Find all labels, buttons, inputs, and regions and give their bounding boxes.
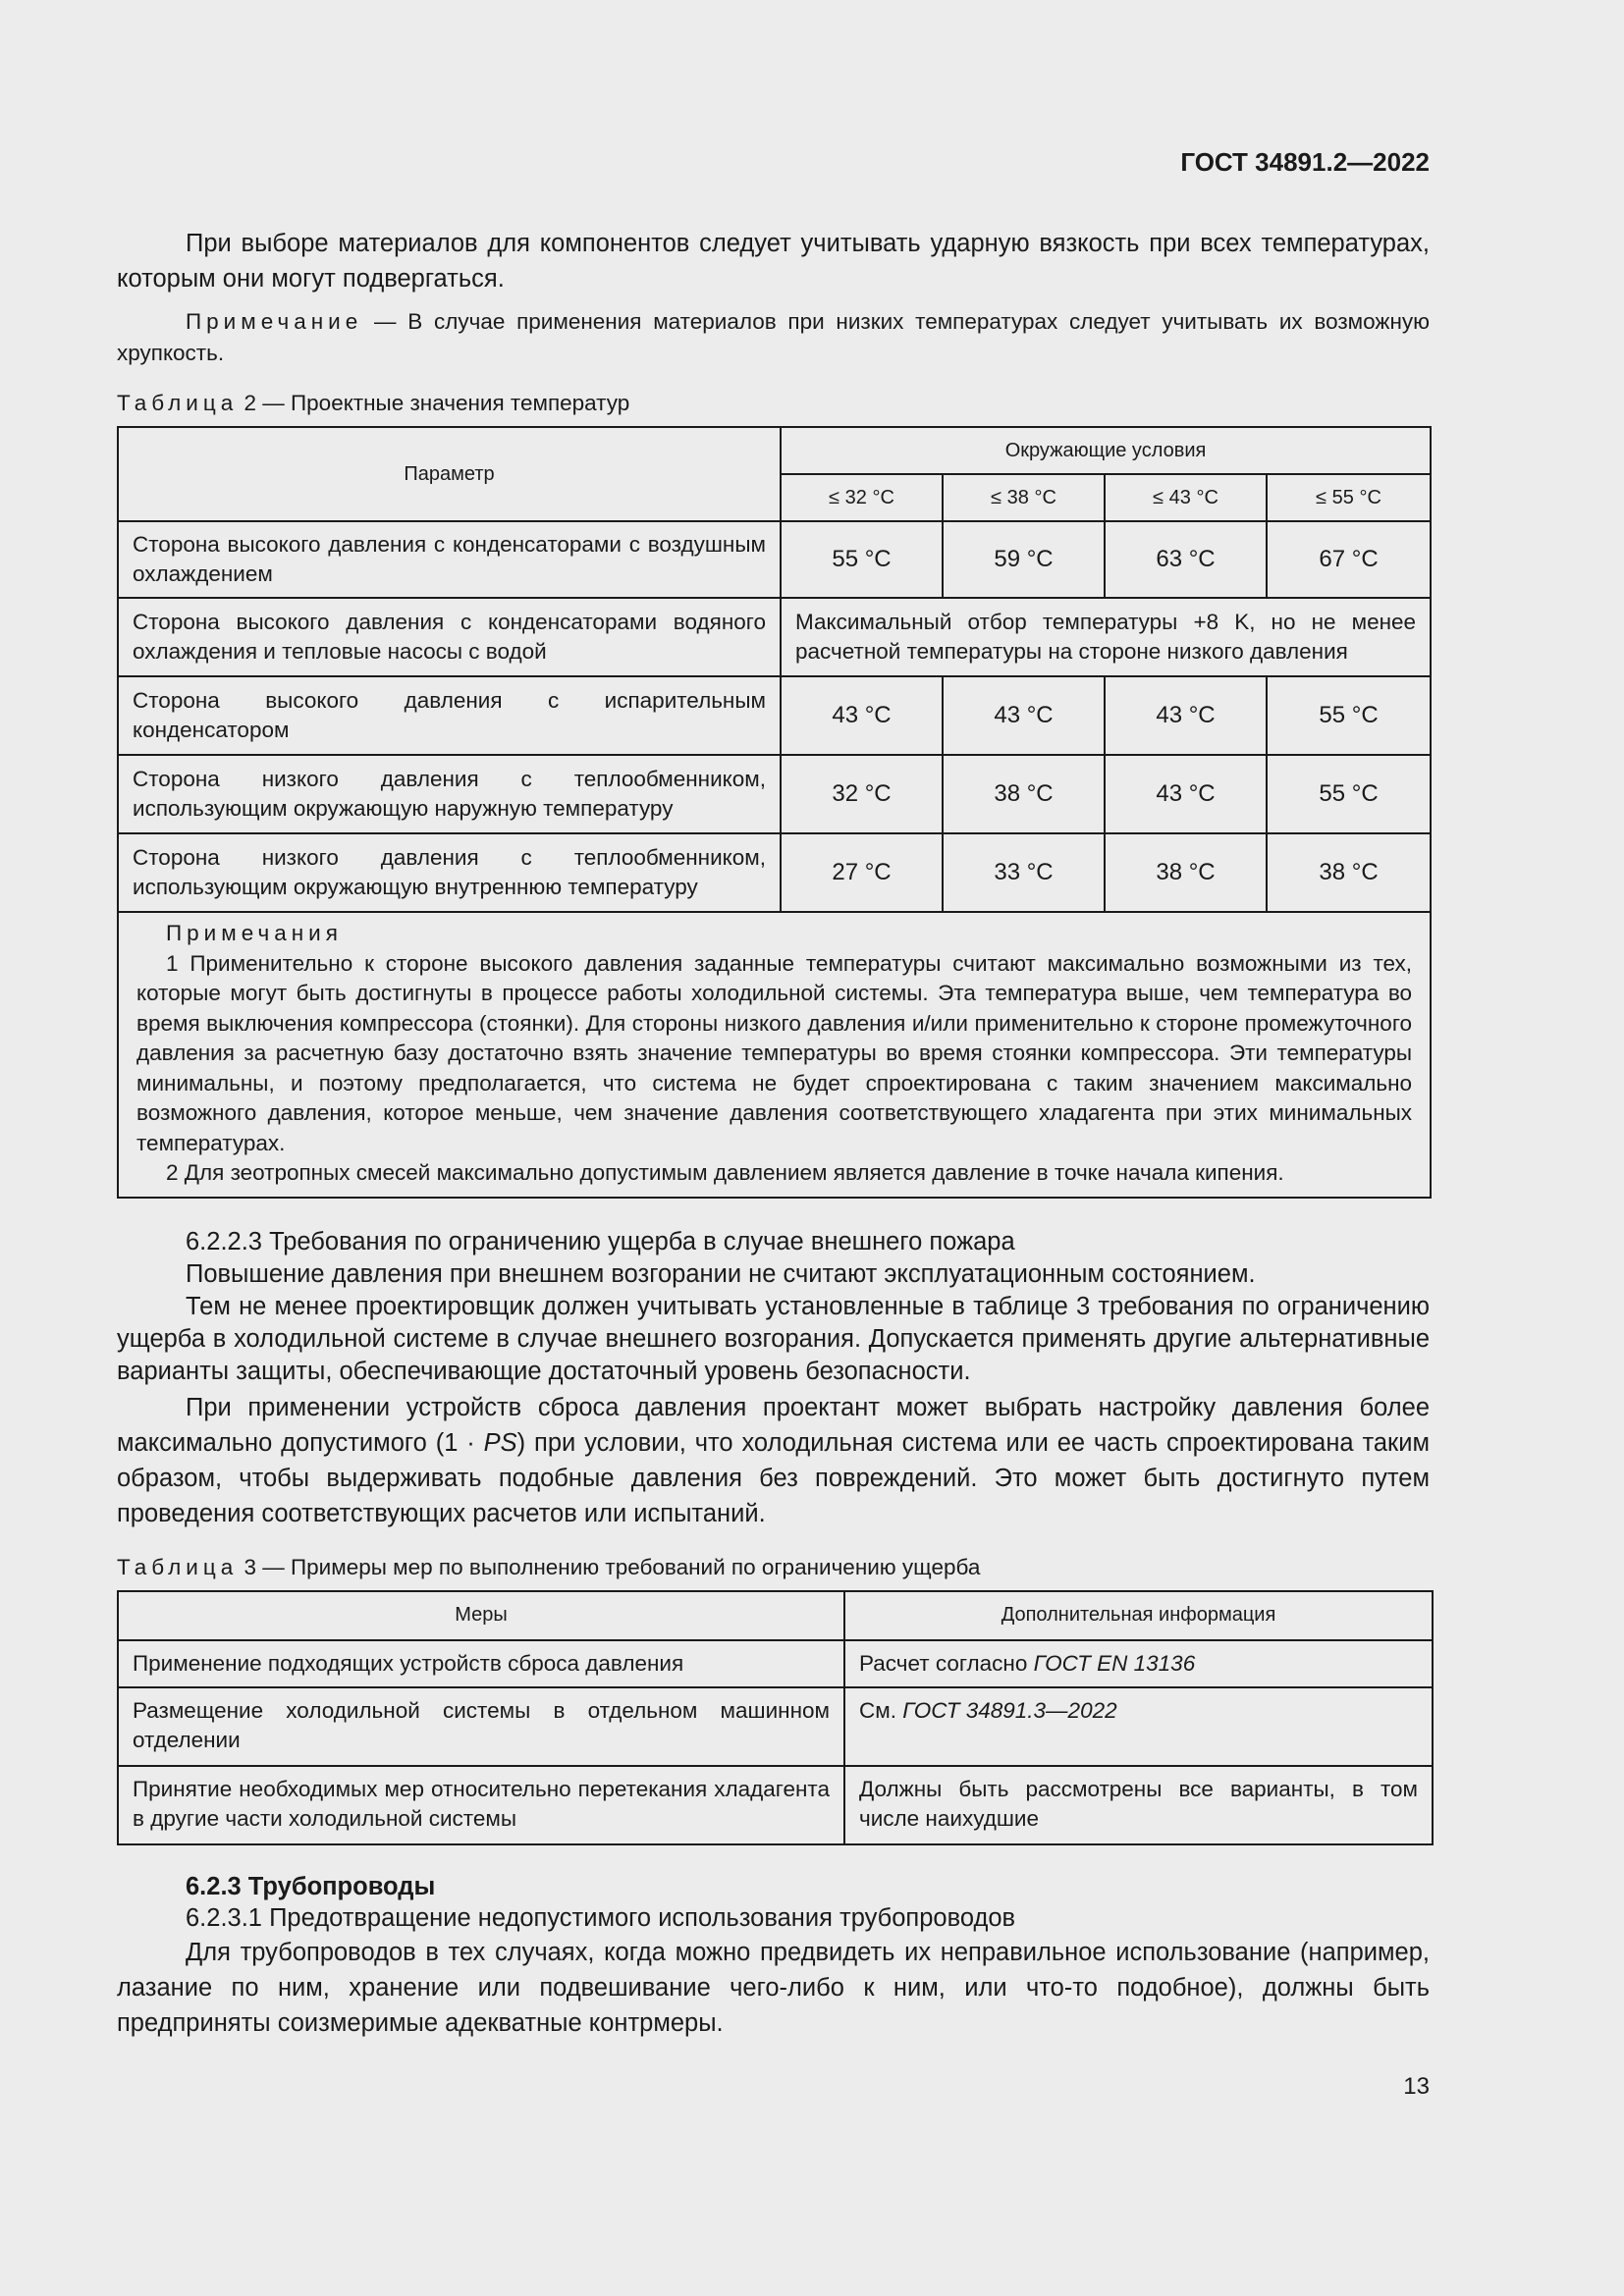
table3-caption xyxy=(117,1553,1430,1582)
table2-value-cell: 63 °C xyxy=(1105,521,1267,598)
table3-measure-cell: Применение подходящих устройств сброса давления xyxy=(118,1640,844,1687)
section-6223-title: 6.2.2.3 Требования по ограничению ущерба в случае внешнего пожара xyxy=(186,1227,1015,1255)
section-623-heading: 6.2.3 Трубопроводы xyxy=(186,1872,436,1900)
table2-value-cell: 32 °C xyxy=(781,755,943,833)
table-row xyxy=(118,676,1431,755)
table2-env-header: Окружающие условия xyxy=(781,427,1431,474)
section-6231-title: 6.2.3.1 Предотвращение недопустимого использования трубопроводов xyxy=(186,1903,1016,1932)
table2-temp-header: ≤ 38 °C xyxy=(943,474,1105,521)
table3-measure-cell: Принятие необходимых мер относительно перетекания хладагента в другие части холодильной системы xyxy=(118,1766,844,1844)
table2-value-cell: 55 °C xyxy=(1267,676,1431,755)
table2-temp-header: ≤ 43 °C xyxy=(1105,474,1267,521)
table2-temp-header: ≤ 55 °C xyxy=(1267,474,1431,521)
table3-header-measures: Меры xyxy=(118,1591,844,1640)
table2-value-cell: 38 °C xyxy=(943,755,1105,833)
table2-caption xyxy=(117,389,1430,418)
table-row xyxy=(118,755,1431,833)
intro-paragraph: При выборе материалов для компонентов следует учитывать ударную вязкость при всех температурах, которым они могут подвергаться. xyxy=(117,230,1430,293)
table3-caption-label: Таблица xyxy=(117,1554,239,1579)
table2-param-cell: Сторона высокого давления с конденсаторами водяного охлаждения и тепловые насосы с водой xyxy=(118,598,781,676)
table2-value-cell: 43 °C xyxy=(781,676,943,755)
intro-note xyxy=(117,306,1430,369)
table2-note: 2 Для зеотропных смесей максимально допустимым давлением является давление в точке начала кипения. xyxy=(166,1160,1284,1185)
table-row xyxy=(118,1687,1433,1766)
table2-value-cell: 38 °C xyxy=(1267,833,1431,912)
table2-value-cell: 67 °C xyxy=(1267,521,1431,598)
table2-value-cell: 55 °C xyxy=(1267,755,1431,833)
table2-note: 1 Применительно к стороне высокого давления заданные температуры считают максимально возможными из тех, которые могут быть достигнуты в процессе работы холодильной системы. Эта температура выше, чем температура во время выключения компрессора (стоянки). Для стороны низкого давления и/или применительно к стороне промежуточного давления за расчетную базу достаточно взять значение температуры во время стоянки компрессора. Эти температуры минимальны, и поэтому предполагается, что система не будет спроектирована с таким значением максимально возможного давления, которое меньше, чем значение давления соответствующего хладагента при этих минимальных температурах. xyxy=(136,950,1413,1155)
table2-value-cell: 43 °C xyxy=(1105,755,1267,833)
table-row xyxy=(118,1640,1433,1687)
table2-caption-label: Таблица xyxy=(117,391,239,415)
table-row xyxy=(118,1766,1433,1844)
table2-param-cell: Сторона высокого давления с конденсаторами с воздушным охлаждением xyxy=(118,521,781,598)
table2-value-cell: 59 °C xyxy=(943,521,1105,598)
table3-info-cell: См. ГОСТ 34891.3—2022 xyxy=(844,1687,1433,1766)
table2-param-cell: Сторона высокого давления с испарительным конденсатором xyxy=(118,676,781,755)
table2-param-header: Параметр xyxy=(118,427,781,521)
page-number: 13 xyxy=(1403,2073,1430,2100)
table2-value-cell: 33 °C xyxy=(943,833,1105,912)
table2-param-cell: Сторона низкого давления с теплообменником, использующим окружающую наружную температуру xyxy=(118,755,781,833)
table3-info-cell: Расчет согласно ГОСТ EN 13136 xyxy=(844,1640,1433,1687)
table-row xyxy=(118,521,1431,598)
note-label: Примечание xyxy=(186,309,363,334)
section-6223-p3: При применении устройств сброса давления проектант может выбрать настройку давления более максимально допустимого (1 · PS) при условии, что холодильная система или ее часть спроектирована таким образом, чтобы выдерживать подобные давления без повреждений. Это может быть достигнуто путем проведения соответствующих расчетов или испытаний. xyxy=(117,1393,1430,1527)
table-row xyxy=(118,833,1431,912)
table3 xyxy=(117,1590,1434,1845)
table2 xyxy=(117,426,1432,1199)
table2-notes-row xyxy=(118,912,1431,1198)
table3-measure-cell: Размещение холодильной системы в отдельном машинном отделении xyxy=(118,1687,844,1766)
document-code: ГОСТ 34891.2—2022 xyxy=(1180,147,1430,177)
table2-notes-title: Примечания xyxy=(166,921,343,945)
section-6223-p1: Повышение давления при внешнем возгорании не считают эксплуатационным состоянием. xyxy=(186,1259,1256,1288)
note-text: — В случае применения материалов при низких температурах следует учитывать их возможную хрупкость. xyxy=(117,309,1430,365)
table3-info-cell: Должны быть рассмотрены все варианты, в том числе наихудшие xyxy=(844,1766,1433,1844)
table2-temp-header: ≤ 32 °C xyxy=(781,474,943,521)
section-6223-p2: Тем не менее проектировщик должен учитывать установленные в таблице 3 требования по ограничению ущерба в холодильной системе в случае внешнего возгорания. Допускается применять другие альтернативные варианты защиты, обеспечивающие достаточный уровень безопасности. xyxy=(117,1292,1430,1385)
table3-caption-text: 3 — Примеры мер по выполнению требований по ограничению ущерба xyxy=(238,1554,981,1579)
table2-param-cell: Сторона низкого давления с теплообменником, использующим окружающую внутреннюю температуру xyxy=(118,833,781,912)
table3-header-info: Дополнительная информация xyxy=(844,1591,1433,1640)
page-content xyxy=(117,0,1430,2041)
table2-value-cell: 38 °C xyxy=(1105,833,1267,912)
table2-value-cell: 43 °C xyxy=(1105,676,1267,755)
table2-value-cell: 27 °C xyxy=(781,833,943,912)
table2-value-cell: 55 °C xyxy=(781,521,943,598)
table2-notes xyxy=(118,912,1431,1198)
table-row xyxy=(118,598,1431,676)
table2-span-cell: Максимальный отбор температуры +8 K, но не менее расчетной температуры на стороне низкого давления xyxy=(781,598,1431,676)
section-6231-para: Для трубопроводов в тех случаях, когда можно предвидеть их неправильное использование (например, лазание по ним, хранение или подвешивание чего-либо к ним, или что-то подобное), должны быть предприняты соизмеримые адекватные контрмеры. xyxy=(117,1938,1430,2037)
table2-caption-text: 2 — Проектные значения температур xyxy=(238,391,630,415)
table2-value-cell: 43 °C xyxy=(943,676,1105,755)
